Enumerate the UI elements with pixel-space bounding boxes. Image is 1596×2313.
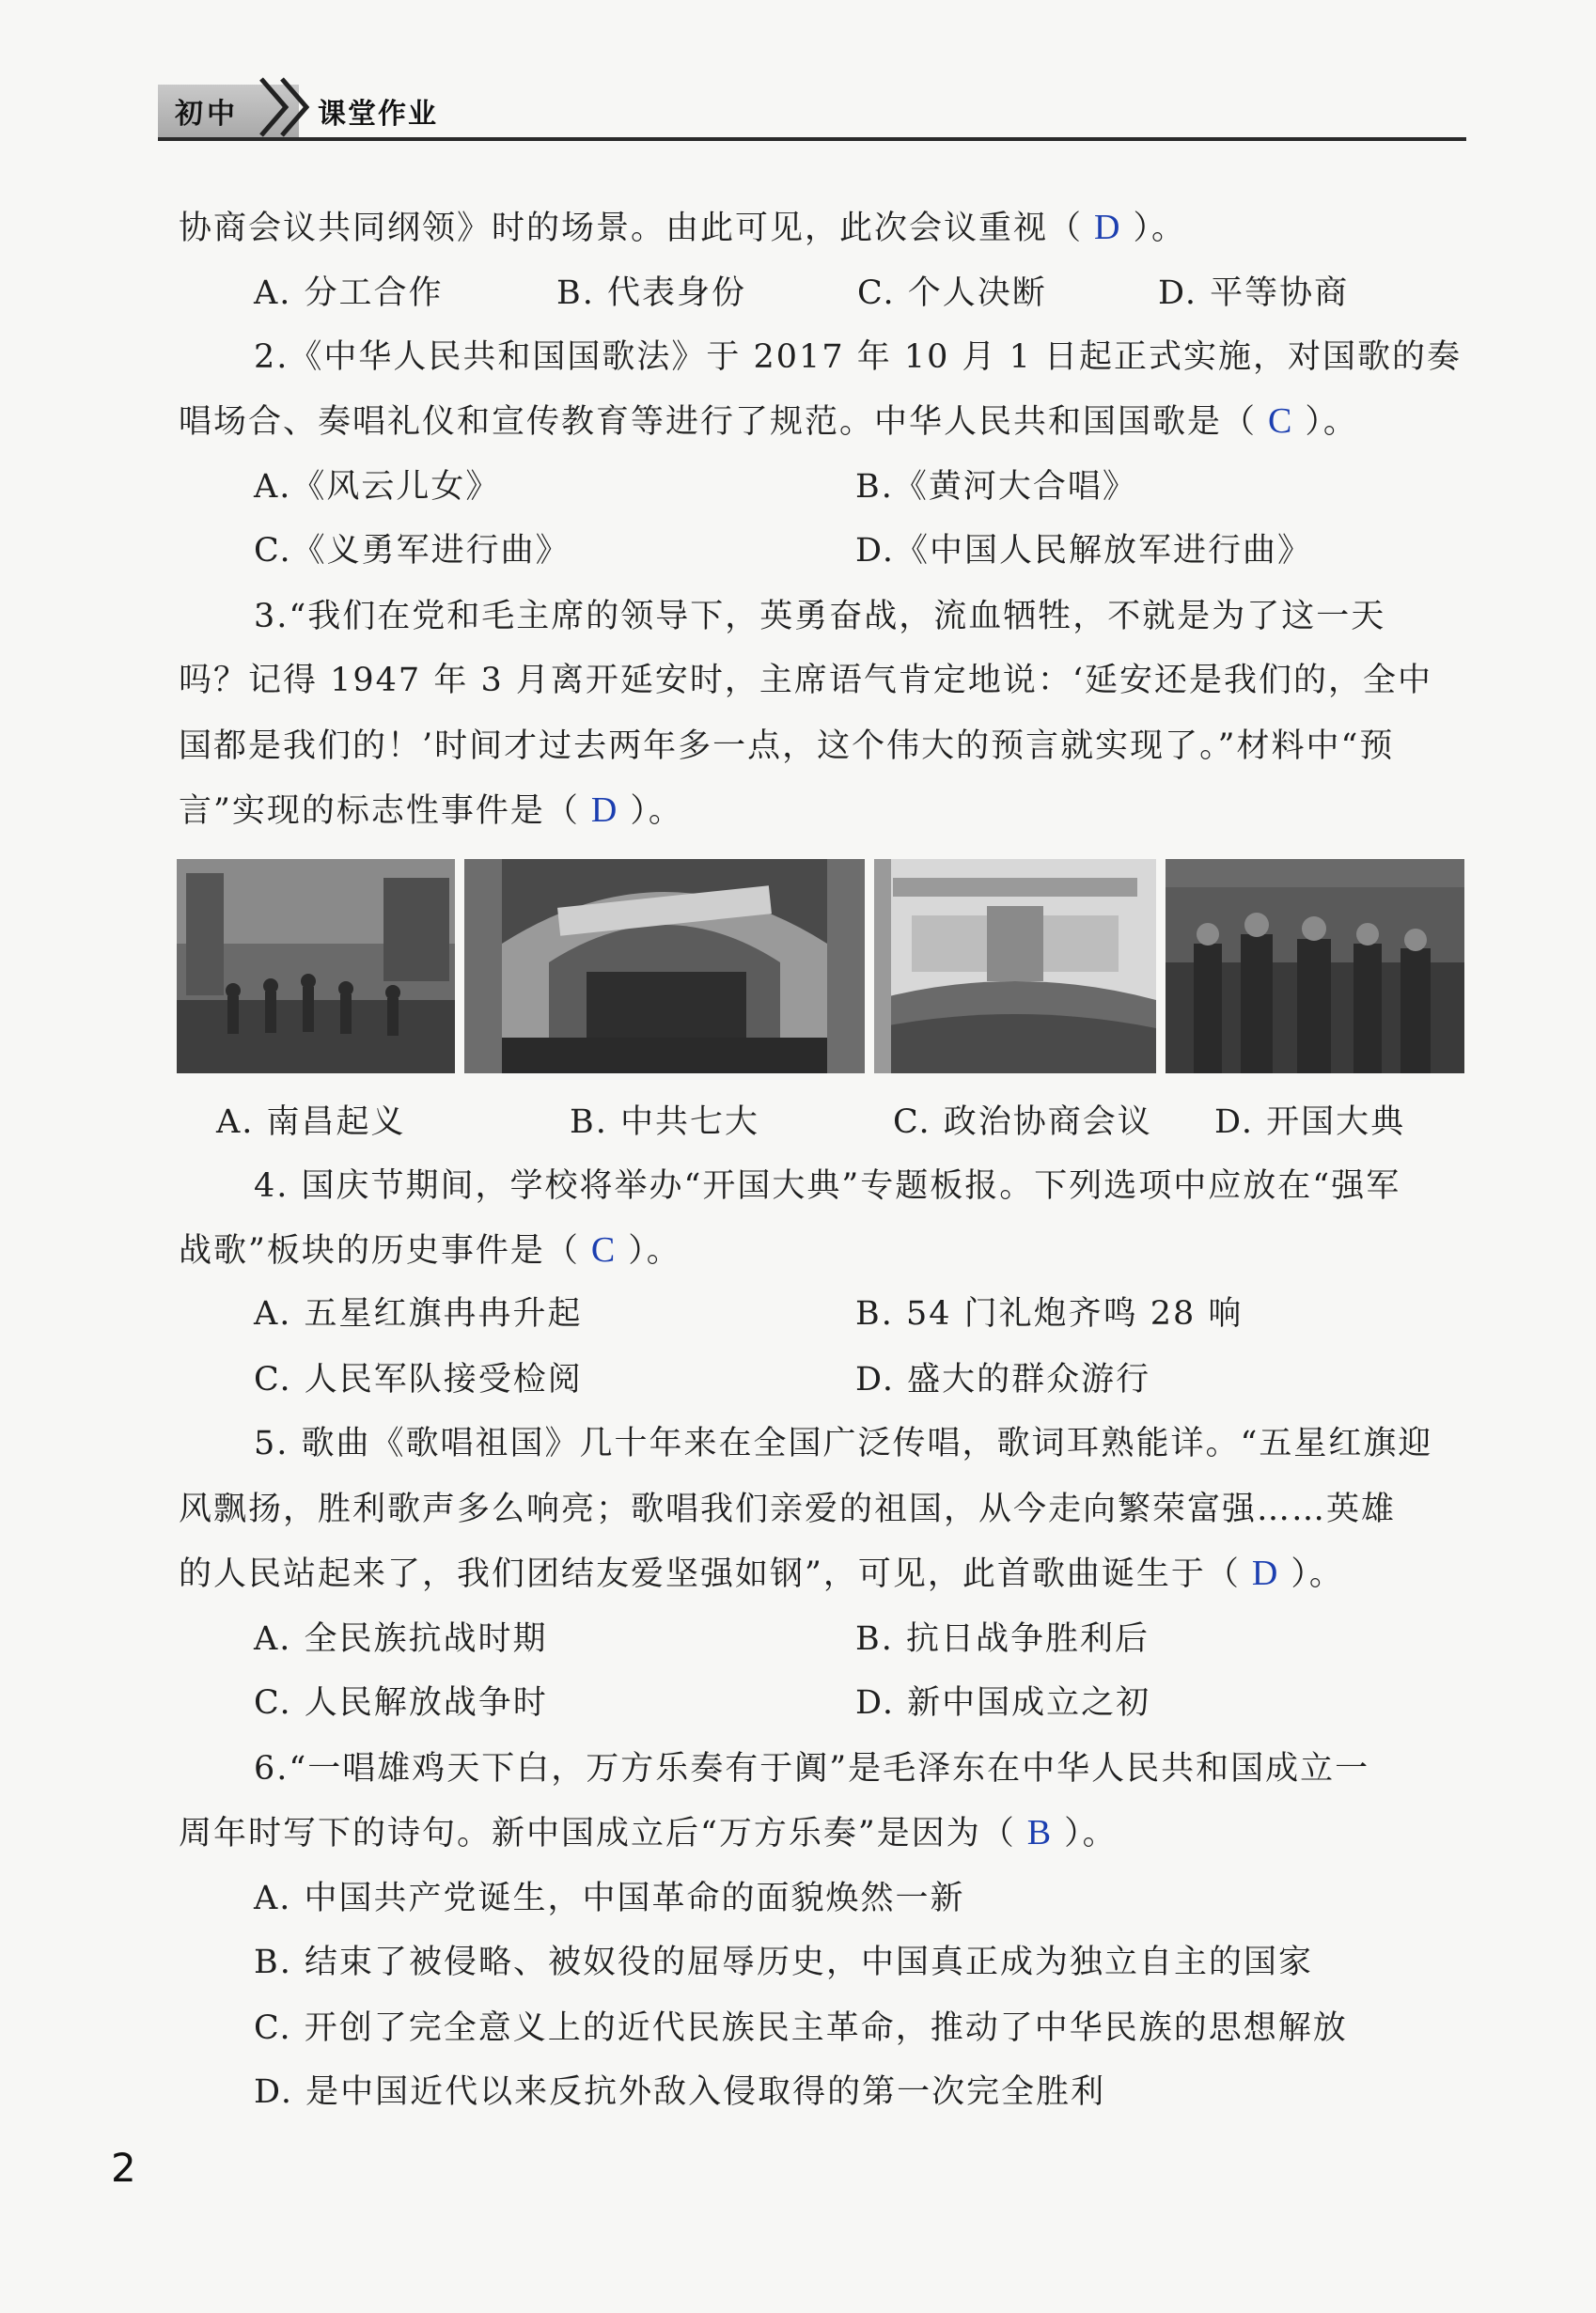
double-chevron-icon [254,68,320,143]
q3-text-end: ）。 [630,792,683,830]
q2-answer: C [1268,401,1294,441]
header-rule [158,137,1466,141]
q2-stem-line2 [179,399,1358,445]
photo-seventh-congress [464,859,865,1073]
q6-option-b: B. 结束了被侵略、被奴役的屈辱历史，中国真正成为独立自主的国家 [254,1944,1313,1981]
q3-option-a: A. 南昌起义 [216,1103,406,1141]
q3-stem-line2: 吗？记得 1947 年 3 月离开延安时，主席语气肯定地说：‘延安还是我们的，全中 [179,662,1432,699]
q4-answer: C [590,1230,618,1270]
q2-option-c: C.《义勇军进行曲》 [254,532,571,570]
q5-option-a: A. 全民族抗战时期 [254,1620,548,1658]
q5-text: 的人民站起来了，我们团结友爱坚强如钢”，可见，此首歌曲诞生于（ [179,1555,1241,1593]
q1-option-d: D. 平等协商 [1158,274,1350,312]
q4-option-c: C. 人民军队接受检阅 [254,1361,583,1399]
q6-stem-line2 [179,1810,1118,1856]
photo-cppcc-session [874,859,1156,1073]
q2-option-d: D.《中国人民解放军进行曲》 [855,532,1312,570]
q6-stem-line1: 6.“一唱雄鸡天下白，万方乐奏有于阗”是毛泽东在中华人民共和国成立一 [254,1750,1370,1788]
q2-text: 唱场合、奏唱礼仪和宣传教育等进行了规范。中华人民共和国国歌是（ [179,403,1258,441]
q1-option-a: A. 分工合作 [254,274,444,312]
q4-text: 战歌”板块的历史事件是（ [179,1232,580,1270]
q6-text: 周年时写下的诗句。新中国成立后“万方乐奏”是因为（ [179,1815,1016,1852]
q6-option-a: A. 中国共产党诞生，中国革命的面貌焕然一新 [254,1880,965,1917]
q5-option-c: C. 人民解放战争时 [254,1684,548,1722]
q5-stem-line3 [179,1551,1344,1597]
q4-stem-line1: 4. 国庆节期间，学校将举办“开国大典”专题板报。下列选项中应放在“强军 [254,1167,1401,1205]
q3-stem-line1: 3.“我们在党和毛主席的领导下，英勇奋战，流血牺牲，不就是为了这一天 [254,598,1386,635]
page-number: 2 [111,2145,136,2191]
q4-text-end: ）。 [628,1232,681,1270]
q2-stem-line1: 2.《中华人民共和国国歌法》于 2017 年 10 月 1 日起正式实施，对国歌的奏 [254,338,1463,376]
q3-text: 言”实现的标志性事件是（ [179,792,580,830]
q6-option-d: D. 是中国近代以来反抗外敌入侵取得的第一次完全胜利 [254,2073,1106,2111]
q6-text-end: ）。 [1064,1815,1118,1852]
q4-stem-line2 [179,1227,681,1274]
q4-option-d: D. 盛大的群众游行 [855,1361,1151,1399]
q6-option-c: C. 开创了完全意义上的近代民族民主革命，推动了中华民族的思想解放 [254,2009,1348,2047]
q4-option-a: A. 五星红旗冉冉升起 [254,1295,583,1333]
q5-stem-line1: 5. 歌曲《歌唱祖国》几十年来在全国广泛传唱，歌词耳熟能详。“五星红旗迎 [254,1425,1433,1462]
q4-option-b: B. 54 门礼炮齐鸣 28 响 [855,1295,1244,1333]
q5-option-d: D. 新中国成立之初 [855,1684,1151,1722]
photo-nanchang-uprising [177,859,455,1073]
q3-stem-line3: 国都是我们的！’时间才过去两年多一点，这个伟大的预言就实现了。”材料中“预 [179,727,1395,765]
q5-answer: D [1251,1554,1280,1593]
q5-stem-line2: 风飘扬，胜利歌声多么响亮；歌唱我们亲爱的祖国，从今走向繁荣富强……英雄 [179,1491,1397,1528]
q1-option-b: B. 代表身份 [556,274,746,312]
q5-text-end: ）。 [1291,1555,1344,1593]
q3-option-c: C. 政治协商会议 [893,1103,1152,1141]
q3-option-b: B. 中共七大 [570,1103,759,1141]
q3-stem-line4 [179,788,683,834]
header-title: 课堂作业 [318,98,438,131]
q3-answer: D [590,790,619,830]
page-header [158,58,1466,143]
q2-option-a: A.《风云儿女》 [254,468,501,506]
q2-option-b: B.《黄河大合唱》 [855,468,1137,506]
q6-answer: B [1026,1813,1054,1852]
q1-option-c: C. 个人决断 [857,274,1047,312]
q2-text-end: ）。 [1305,403,1358,441]
q3-option-d: D. 开国大典 [1214,1103,1406,1141]
q1-text: 协商会议共同纲领》时的场景。由此可见，此次会议重视（ [179,210,1084,247]
q1-answer: D [1094,208,1122,247]
header-level: 初中 [175,98,239,131]
q1-stem-tail [179,205,1186,251]
q5-option-b: B. 抗日战争胜利后 [855,1620,1150,1658]
photo-founding-ceremony [1166,859,1464,1073]
q1-text-end: ）。 [1133,210,1186,247]
